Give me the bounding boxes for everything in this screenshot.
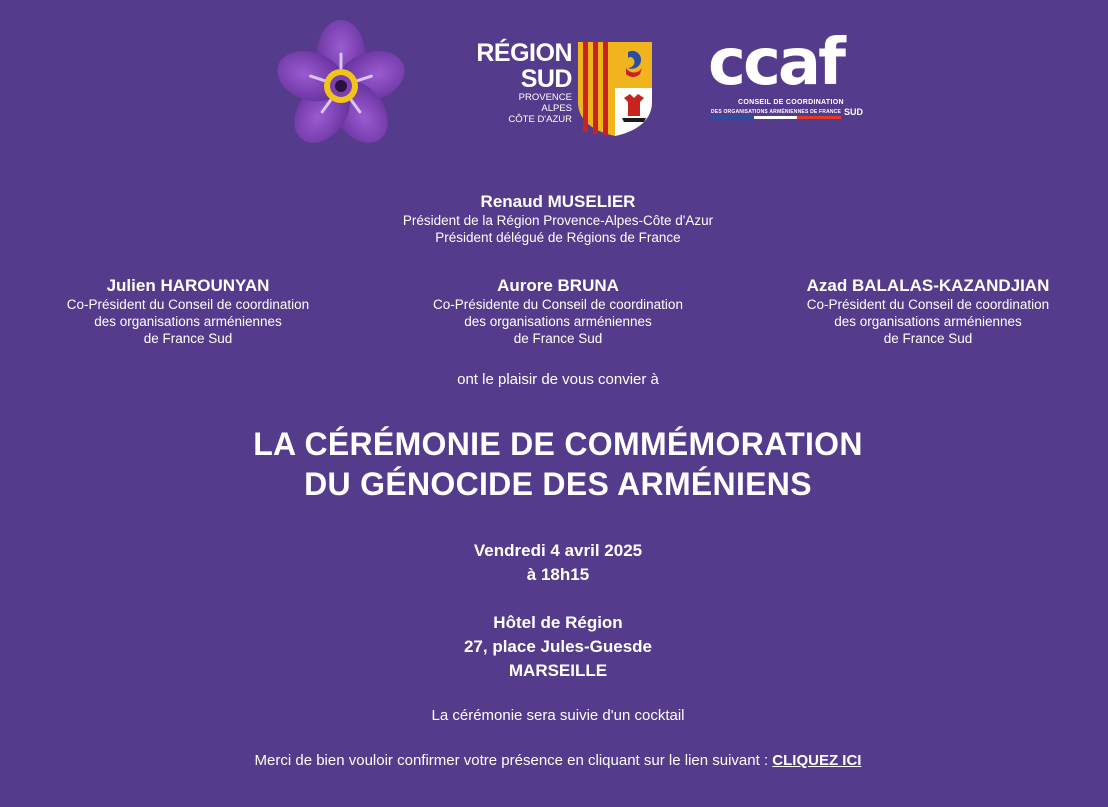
logo-bar [0,0,1108,160]
co-host-2 [404,276,712,347]
co-host-role-line2: des organisations arméniennes [464,314,652,329]
co-host-role-line1: Co-Président du Conseil de coordination [66,297,310,312]
rsvp-text: Merci de bien vouloir confirmer votre présence en cliquant sur le lien suivant : [254,752,773,769]
co-host-name: Azad BALALAS-KAZANDJIAN [806,276,1050,295]
region-sud-shield-icon [578,42,652,136]
event-day: Vendredi 4 avril 2025 [473,541,643,560]
region-sub-line1: PROVENCE [518,92,572,103]
ccaf-sud-label: SUD [844,107,864,117]
ccaf-wordmark: ccaf [708,26,843,100]
co-host-role-line1: Co-Présidente du Conseil de coordination [433,297,683,312]
co-host-name: Aurore BRUNA [497,276,619,295]
region-sud-logo-text [466,40,572,125]
venue-name: Hôtel de Région [493,613,623,632]
rsvp-line [104,751,1012,770]
co-host-1 [38,276,338,347]
region-title-line1: RÉGION [476,39,572,67]
cocktail-note: La cérémonie sera suivie d'un cocktail [431,707,685,724]
event-title [104,424,1012,504]
event-venue [308,611,808,683]
host-block [308,192,808,246]
host-name: Renaud MUSELIER [480,192,636,211]
co-host-role-line3: de France Sud [883,331,973,346]
venue-address: 27, place Jules-Guesde [463,637,653,656]
venue-city: MARSEILLE [508,661,608,680]
ccaf-stripe-icon [711,116,841,120]
region-sub-line3: CÔTE D'AZUR [508,114,572,125]
forget-me-not-flower-icon [270,18,412,152]
event-title-line1: LA CÉRÉMONIE DE COMMÉMORATION [253,426,863,462]
co-host-role-line2: des organisations arméniennes [834,314,1022,329]
co-host-role-line3: de France Sud [143,331,233,346]
event-date [308,539,808,587]
ccaf-subtitle-line2: DES ORGANISATIONS ARMÉNIENNES DE FRANCE [711,109,842,115]
co-host-role-line3: de France Sud [513,331,603,346]
co-host-name: Julien HAROUNYAN [106,276,270,295]
region-sub-line2: ALPES [541,103,572,114]
host-role-line2: Président délégué de Régions de France [435,230,681,245]
rsvp-link[interactable]: CLIQUEZ ICI [772,752,862,769]
event-title-line2: DU GÉNOCIDE DES ARMÉNIENS [304,466,812,502]
region-title-line2: SUD [520,65,572,93]
event-time: à 18h15 [526,565,590,584]
co-host-role-line1: Co-Président du Conseil de coordination [806,297,1050,312]
host-role-line1: Président de la Région Provence-Alpes-Côte d'Azur [402,213,714,228]
co-host-role-line2: des organisations arméniennes [94,314,282,329]
co-host-3 [776,276,1080,347]
ccaf-subtitle-line1: CONSEIL DE COORDINATION [738,99,844,106]
invite-line: ont le plaisir de vous convier à [457,371,659,388]
